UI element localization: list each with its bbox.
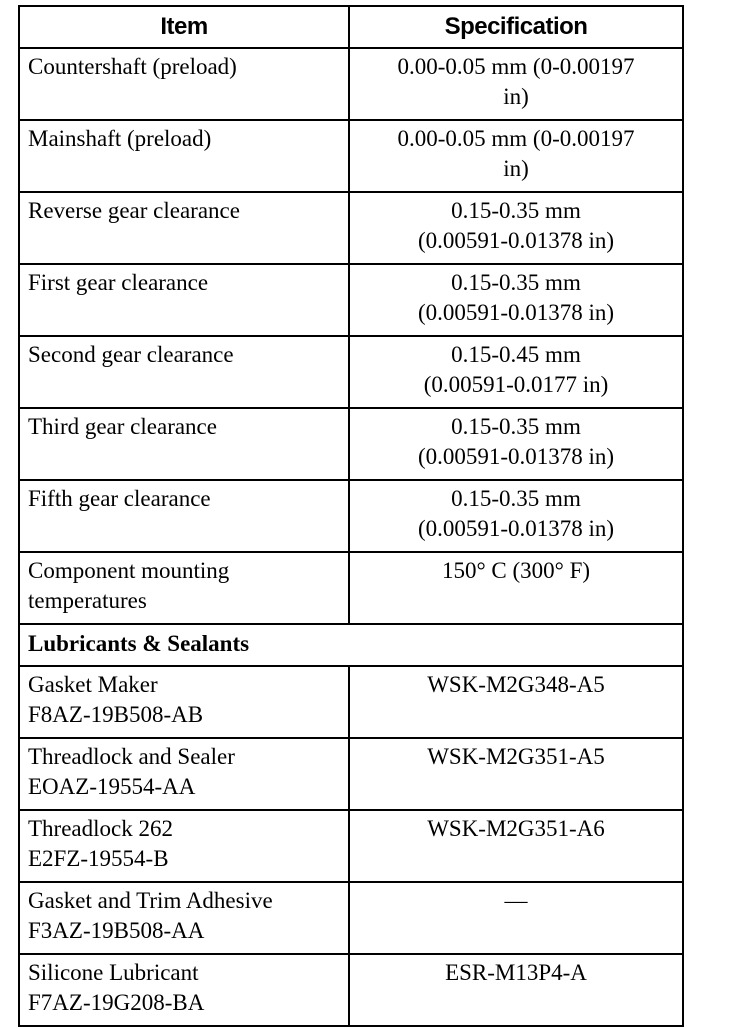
section-header-row bbox=[19, 624, 683, 666]
section-title: Lubricants & Sealants bbox=[19, 624, 683, 666]
spec-cell: 0.00-0.05 mm (0-0.00197 in) bbox=[349, 120, 683, 192]
spec-cell: ESR-M13P4-A bbox=[349, 954, 683, 1026]
table-row bbox=[19, 192, 683, 264]
table-row bbox=[19, 954, 683, 1026]
spec-cell: WSK-M2G351-A6 bbox=[349, 810, 683, 882]
item-cell: Component mounting temperatures bbox=[19, 552, 349, 624]
table-row bbox=[19, 408, 683, 480]
spec-cell: 0.15-0.35 mm (0.00591-0.01378 in) bbox=[349, 264, 683, 336]
table-row bbox=[19, 738, 683, 810]
table-row bbox=[19, 48, 683, 120]
spec-cell: 0.15-0.35 mm (0.00591-0.01378 in) bbox=[349, 192, 683, 264]
table-row bbox=[19, 552, 683, 624]
table-header-row bbox=[19, 6, 683, 48]
item-cell: Gasket and Trim Adhesive F3AZ-19B508-AA bbox=[19, 882, 349, 954]
table-row bbox=[19, 666, 683, 738]
item-cell: Second gear clearance bbox=[19, 336, 349, 408]
item-cell: Threadlock and Sealer EOAZ-19554-AA bbox=[19, 738, 349, 810]
table-row bbox=[19, 882, 683, 954]
table-row bbox=[19, 810, 683, 882]
table-row bbox=[19, 264, 683, 336]
table-row bbox=[19, 336, 683, 408]
table-row bbox=[19, 120, 683, 192]
item-cell: Mainshaft (preload) bbox=[19, 120, 349, 192]
spec-cell: WSK-M2G348-A5 bbox=[349, 666, 683, 738]
spec-cell: 0.15-0.45 mm (0.00591-0.0177 in) bbox=[349, 336, 683, 408]
item-cell: Third gear clearance bbox=[19, 408, 349, 480]
item-cell: Threadlock 262 E2FZ-19554-B bbox=[19, 810, 349, 882]
specification-table bbox=[18, 5, 684, 1027]
spec-cell: 0.15-0.35 mm (0.00591-0.01378 in) bbox=[349, 408, 683, 480]
item-cell: Countershaft (preload) bbox=[19, 48, 349, 120]
item-cell: Reverse gear clearance bbox=[19, 192, 349, 264]
item-cell: Fifth gear clearance bbox=[19, 480, 349, 552]
column-header-item: Item bbox=[19, 6, 349, 48]
item-cell: First gear clearance bbox=[19, 264, 349, 336]
spec-cell: 150° C (300° F) bbox=[349, 552, 683, 624]
item-cell: Gasket Maker F8AZ-19B508-AB bbox=[19, 666, 349, 738]
spec-cell: — bbox=[349, 882, 683, 954]
spec-cell: 0.15-0.35 mm (0.00591-0.01378 in) bbox=[349, 480, 683, 552]
spec-cell: WSK-M2G351-A5 bbox=[349, 738, 683, 810]
table-row bbox=[19, 480, 683, 552]
item-cell: Silicone Lubricant F7AZ-19G208-BA bbox=[19, 954, 349, 1026]
spec-cell: 0.00-0.05 mm (0-0.00197 in) bbox=[349, 48, 683, 120]
column-header-specification: Specification bbox=[349, 6, 683, 48]
